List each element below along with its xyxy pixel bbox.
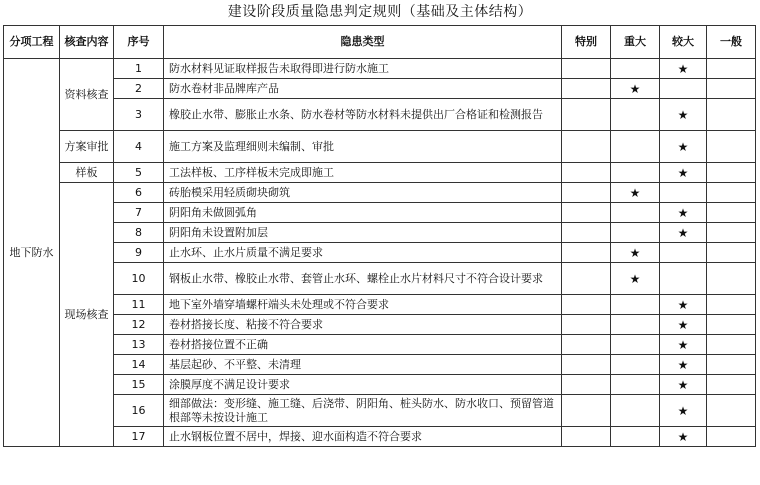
star-icon: ★: [677, 107, 689, 122]
level-major-cell: [611, 335, 660, 355]
table-row: [4, 315, 756, 335]
level-general-cell: [707, 335, 756, 355]
table-row: [4, 59, 756, 79]
check-content-cell: 资料核查: [60, 59, 114, 131]
seq-cell: 7: [114, 203, 164, 223]
level-special-cell: [562, 375, 611, 395]
star-icon: ★: [677, 139, 689, 154]
star-icon: ★: [677, 357, 689, 372]
header-row: [4, 26, 756, 59]
col-major: 重大: [611, 26, 660, 59]
level-general-cell: [707, 163, 756, 183]
level-significant-cell: [660, 163, 707, 183]
col-category: 分项工程: [4, 26, 60, 59]
hazard-desc-cell: 地下室外墙穿墙螺杆端头未处理或不符合要求: [164, 295, 562, 315]
level-special-cell: [562, 131, 611, 163]
table-row: [4, 355, 756, 375]
table-row: [4, 395, 756, 427]
hazard-desc-cell: 橡胶止水带、膨胀止水条、防水卷材等防水材料未提供出厂合格证和检测报告: [164, 99, 562, 131]
star-icon: ★: [629, 245, 641, 260]
page-title: 建设阶段质量隐患判定规则（基础及主体结构）: [227, 4, 533, 20]
star-icon: ★: [677, 297, 689, 312]
level-general-cell: [707, 295, 756, 315]
level-major-cell: [611, 355, 660, 375]
level-general-cell: [707, 59, 756, 79]
level-general-cell: [707, 99, 756, 131]
star-icon: ★: [677, 205, 689, 220]
table-row: [4, 79, 756, 99]
level-major-cell: [611, 243, 660, 263]
table-row: [4, 99, 756, 131]
level-general-cell: [707, 183, 756, 203]
level-major-cell: [611, 427, 660, 447]
level-special-cell: [562, 427, 611, 447]
seq-cell: 8: [114, 223, 164, 243]
level-special-cell: [562, 59, 611, 79]
level-significant-cell: [660, 183, 707, 203]
seq-cell: 16: [114, 395, 164, 427]
level-special-cell: [562, 263, 611, 295]
star-icon: ★: [677, 337, 689, 352]
level-significant-cell: [660, 79, 707, 99]
level-special-cell: [562, 99, 611, 131]
hazard-desc-cell: 钢板止水带、橡胶止水带、套管止水环、螺栓止水片材料尺寸不符合设计要求: [164, 263, 562, 295]
level-significant-cell: [660, 427, 707, 447]
level-significant-cell: [660, 355, 707, 375]
level-major-cell: [611, 295, 660, 315]
level-special-cell: [562, 315, 611, 335]
level-special-cell: [562, 395, 611, 427]
level-significant-cell: [660, 99, 707, 131]
hazard-desc-cell: 防水材料见证取样报告未取得即进行防水施工: [164, 59, 562, 79]
level-major-cell: [611, 99, 660, 131]
star-icon: ★: [677, 165, 689, 180]
seq-cell: 15: [114, 375, 164, 395]
check-content-cell: 方案审批: [60, 131, 114, 163]
level-significant-cell: [660, 335, 707, 355]
col-general: 一般: [707, 26, 756, 59]
seq-cell: 10: [114, 263, 164, 295]
star-icon: ★: [677, 429, 689, 444]
level-special-cell: [562, 355, 611, 375]
level-general-cell: [707, 243, 756, 263]
level-major-cell: [611, 315, 660, 335]
col-significant: 较大: [660, 26, 707, 59]
level-significant-cell: [660, 243, 707, 263]
seq-cell: 14: [114, 355, 164, 375]
hazard-desc-cell: 止水环、止水片质量不满足要求: [164, 243, 562, 263]
col-hazard-type: 隐患类型: [164, 26, 562, 59]
seq-cell: 13: [114, 335, 164, 355]
table-row: [4, 263, 756, 295]
seq-cell: 5: [114, 163, 164, 183]
seq-cell: 1: [114, 59, 164, 79]
star-icon: ★: [629, 185, 641, 200]
table-row: [4, 131, 756, 163]
seq-cell: 4: [114, 131, 164, 163]
star-icon: ★: [629, 81, 641, 96]
level-special-cell: [562, 223, 611, 243]
level-general-cell: [707, 355, 756, 375]
star-icon: ★: [677, 317, 689, 332]
seq-cell: 11: [114, 295, 164, 315]
hazard-desc-cell: 阴阳角未做圆弧角: [164, 203, 562, 223]
level-special-cell: [562, 295, 611, 315]
level-major-cell: [611, 223, 660, 243]
star-icon: ★: [677, 225, 689, 240]
seq-cell: 3: [114, 99, 164, 131]
seq-cell: 2: [114, 79, 164, 99]
hazard-desc-cell: 施工方案及监理细则未编制、审批: [164, 131, 562, 163]
level-significant-cell: [660, 203, 707, 223]
table-row: [4, 375, 756, 395]
table-row: [4, 427, 756, 447]
level-special-cell: [562, 335, 611, 355]
level-major-cell: [611, 395, 660, 427]
star-icon: ★: [677, 403, 689, 418]
hazard-table: [3, 25, 756, 447]
level-general-cell: [707, 315, 756, 335]
check-content-cell: 现场核查: [60, 183, 114, 447]
table-row: [4, 163, 756, 183]
level-general-cell: [707, 203, 756, 223]
level-general-cell: [707, 131, 756, 163]
level-major-cell: [611, 59, 660, 79]
seq-cell: 9: [114, 243, 164, 263]
table-row: [4, 295, 756, 315]
hazard-desc-cell: 基层起砂、不平整、未清理: [164, 355, 562, 375]
level-significant-cell: [660, 395, 707, 427]
level-significant-cell: [660, 375, 707, 395]
level-significant-cell: [660, 295, 707, 315]
seq-cell: 12: [114, 315, 164, 335]
level-significant-cell: [660, 263, 707, 295]
level-major-cell: [611, 263, 660, 295]
star-icon: ★: [677, 61, 689, 76]
level-special-cell: [562, 183, 611, 203]
level-major-cell: [611, 183, 660, 203]
level-major-cell: [611, 375, 660, 395]
level-significant-cell: [660, 223, 707, 243]
level-general-cell: [707, 223, 756, 243]
hazard-desc-cell: 卷材搭接位置不正确: [164, 335, 562, 355]
level-major-cell: [611, 203, 660, 223]
seq-cell: 17: [114, 427, 164, 447]
level-general-cell: [707, 395, 756, 427]
star-icon: ★: [677, 377, 689, 392]
check-content-cell: 样板: [60, 163, 114, 183]
level-significant-cell: [660, 131, 707, 163]
hazard-desc-cell: 止水钢板位置不居中，焊接、迎水面构造不符合要求: [164, 427, 562, 447]
seq-cell: 6: [114, 183, 164, 203]
level-major-cell: [611, 79, 660, 99]
table-row: [4, 243, 756, 263]
col-check-content: 核查内容: [60, 26, 114, 59]
table-row: [4, 335, 756, 355]
level-special-cell: [562, 79, 611, 99]
hazard-desc-cell: 细部做法：变形缝、施工缝、后浇带、阴阳角、桩头防水、防水收口、预留管道根部等未按设计施工: [164, 395, 562, 427]
level-major-cell: [611, 131, 660, 163]
level-special-cell: [562, 163, 611, 183]
hazard-desc-cell: 卷材搭接长度、粘接不符合要求: [164, 315, 562, 335]
level-general-cell: [707, 427, 756, 447]
hazard-desc-cell: 工法样板、工序样板未完成即施工: [164, 163, 562, 183]
level-general-cell: [707, 263, 756, 295]
level-special-cell: [562, 243, 611, 263]
table-row: [4, 203, 756, 223]
level-significant-cell: [660, 315, 707, 335]
hazard-desc-cell: 涂膜厚度不满足设计要求: [164, 375, 562, 395]
hazard-desc-cell: 砖胎模采用轻质砌块砌筑: [164, 183, 562, 203]
level-general-cell: [707, 375, 756, 395]
star-icon: ★: [629, 271, 641, 286]
hazard-desc-cell: 防水卷材非品牌库产品: [164, 79, 562, 99]
level-major-cell: [611, 163, 660, 183]
col-seq: 序号: [114, 26, 164, 59]
level-special-cell: [562, 203, 611, 223]
table-row: [4, 183, 756, 203]
level-significant-cell: [660, 59, 707, 79]
hazard-desc-cell: 阴阳角未设置附加层: [164, 223, 562, 243]
category-cell: 地下防水: [4, 59, 60, 447]
level-general-cell: [707, 79, 756, 99]
table-row: [4, 223, 756, 243]
col-special: 特别: [562, 26, 611, 59]
